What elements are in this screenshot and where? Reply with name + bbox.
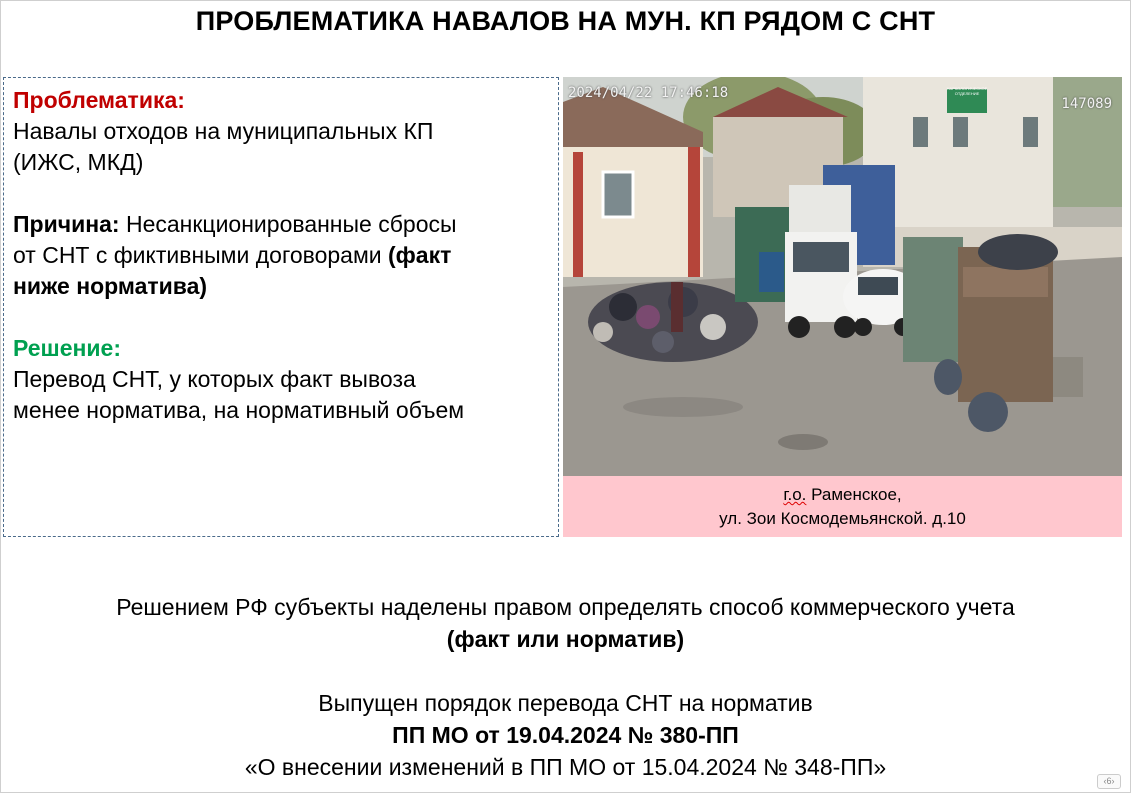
surveillance-photo bbox=[563, 77, 1122, 476]
cause-heading: Причина: bbox=[13, 211, 120, 237]
bottom-line-2: (факт или норматив) bbox=[446, 626, 685, 652]
bottom-line-4: ПП МО от 19.04.2024 № 380-ПП bbox=[392, 722, 739, 748]
cause-paragraph-line-2 bbox=[13, 240, 549, 271]
cause-text-1: Несанкционированные сбросы bbox=[119, 211, 457, 237]
solution-text-line-1: Перевод СНТ, у которых факт вывоза bbox=[13, 366, 416, 392]
problem-heading: Проблематика: bbox=[13, 87, 185, 113]
problem-text-line-2: (ИЖС, МКД) bbox=[13, 149, 144, 175]
caption-line-2: ул. Зои Космодемьянской. д.10 bbox=[719, 509, 966, 528]
building-sign: НАРКОЛОГИЧЕСКОЕ ОТДЕЛЕНИЕ bbox=[946, 86, 988, 96]
cause-paragraph-line-1 bbox=[13, 209, 549, 240]
photo-illustration bbox=[563, 77, 1122, 476]
solution-heading: Решение: bbox=[13, 335, 122, 361]
cause-bold-1: (факт bbox=[388, 242, 452, 268]
caption-prefix: г.о. bbox=[783, 485, 807, 504]
caption-city: Раменское, bbox=[806, 485, 902, 504]
cause-text-2: от СНТ с фиктивными договорами bbox=[13, 242, 389, 268]
problem-text-line-1: Навалы отходов на муниципальных КП bbox=[13, 118, 434, 144]
bottom-line-3: Выпущен порядок перевода СНТ на норматив bbox=[318, 690, 813, 716]
bottom-line-5: «О внесении изменений в ПП МО от 15.04.2024 № 348-ПП» bbox=[244, 754, 887, 780]
bottom-line-1: Решением РФ субъекты наделены правом определять способ коммерческого учета bbox=[116, 594, 1015, 620]
problem-text-box bbox=[3, 77, 559, 537]
photo-caption bbox=[563, 476, 1122, 537]
caption-line-1 bbox=[563, 483, 1122, 507]
photo-timestamp: 2024/04/22 17:46:18 bbox=[568, 85, 729, 101]
camera-id: 147089 bbox=[1061, 96, 1112, 112]
page-number: ‹6› bbox=[1097, 774, 1121, 789]
solution-text-line-2: менее норматива, на нормативный объем bbox=[13, 397, 465, 423]
slide-title: ПРОБЛЕМАТИКА НАВАЛОВ НА МУН. КП РЯДОМ С СНТ bbox=[195, 6, 936, 36]
cause-bold-2: ниже норматива) bbox=[13, 273, 208, 299]
